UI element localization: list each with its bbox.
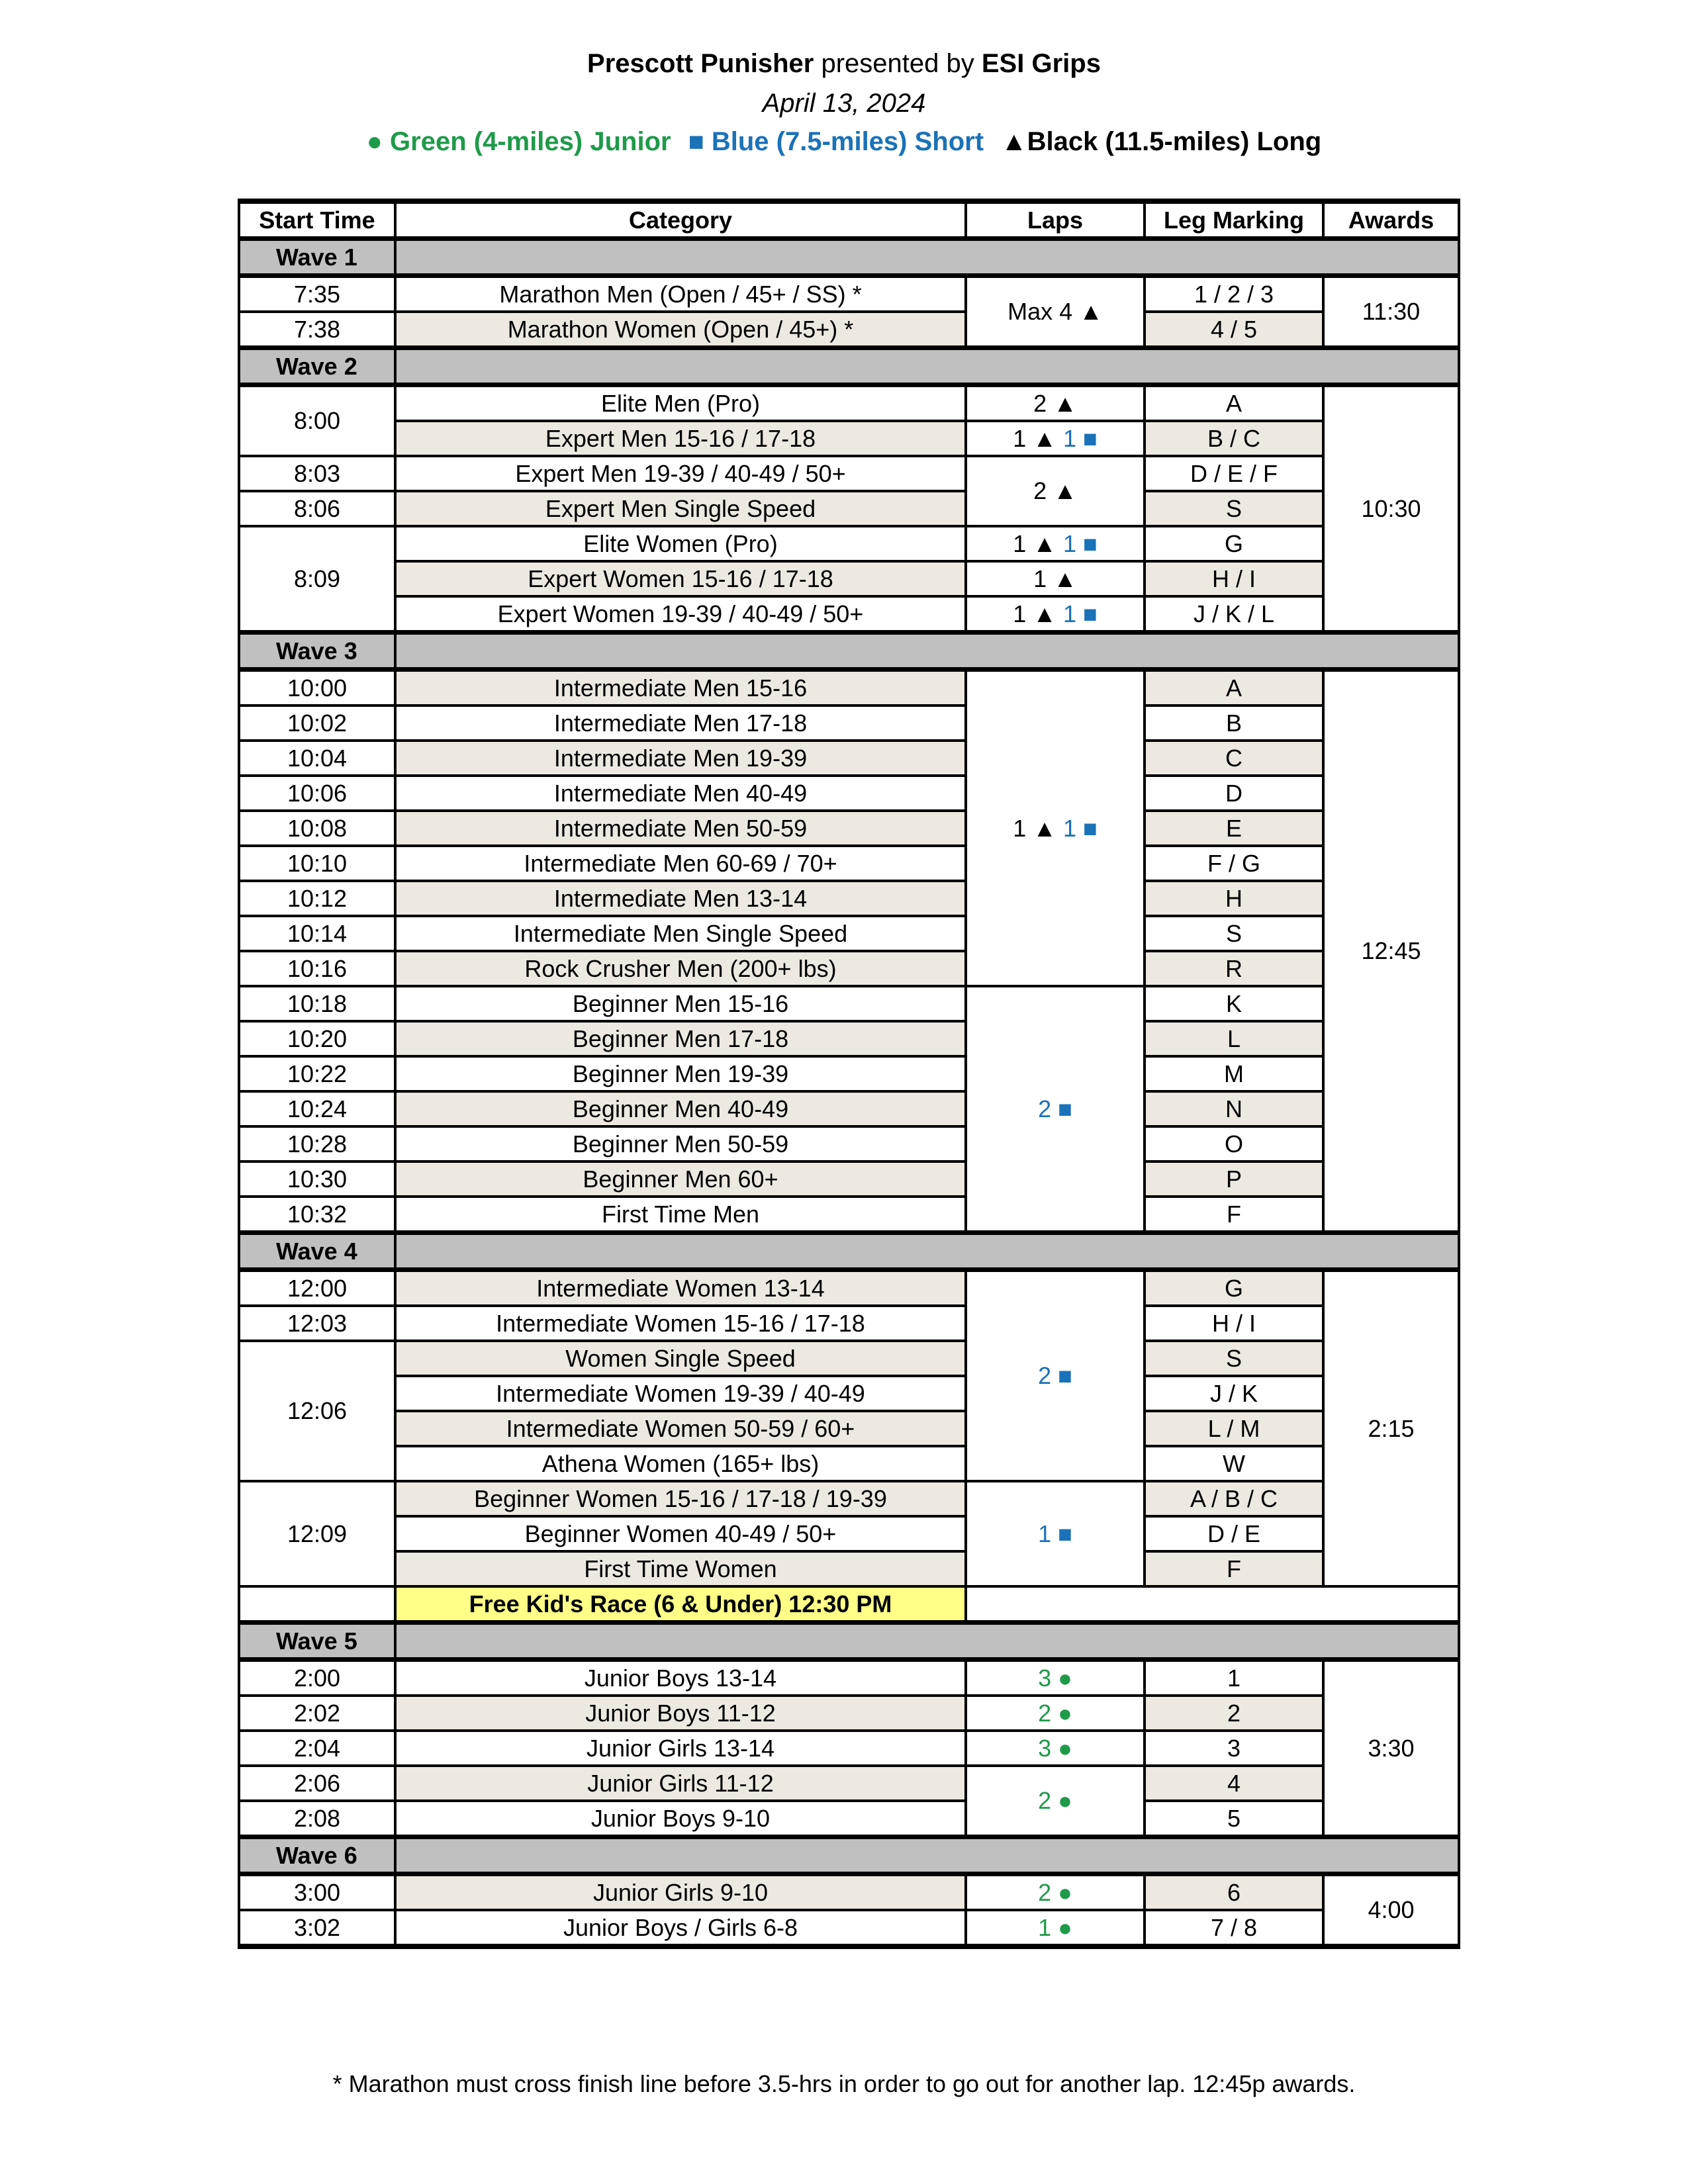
start-time: 8:00 xyxy=(239,385,395,457)
table-row xyxy=(239,1696,1459,1731)
category: Beginner Women 40-49 / 50+ xyxy=(395,1516,966,1551)
category: Beginner Men 17-18 xyxy=(395,1021,966,1056)
leg-marking: W xyxy=(1145,1446,1323,1481)
leg-marking: G xyxy=(1145,1270,1323,1306)
laps: 1 ▲ 1 ■ xyxy=(966,421,1145,456)
triangle-icon: ▲ xyxy=(1053,565,1077,592)
leg-marking: J / K / L xyxy=(1145,596,1323,633)
category: Expert Women 19-39 / 40-49 / 50+ xyxy=(395,596,966,633)
table-row xyxy=(239,1551,1459,1586)
table-row xyxy=(239,811,1459,846)
category: Junior Boys / Girls 6-8 xyxy=(395,1910,966,1946)
table-row xyxy=(239,561,1459,596)
start-time: 10:10 xyxy=(239,846,395,881)
category: Junior Boys 13-14 xyxy=(395,1660,966,1696)
table-row xyxy=(239,1766,1459,1801)
triangle-icon: ▲ xyxy=(1033,814,1056,842)
start-time: 2:04 xyxy=(239,1731,395,1766)
table-row xyxy=(239,1091,1459,1126)
laps: 2 ● xyxy=(966,1696,1145,1731)
triangle-icon: ▲ xyxy=(1033,424,1056,452)
start-time: 10:22 xyxy=(239,1056,395,1091)
category: Athena Women (165+ lbs) xyxy=(395,1446,966,1481)
table-row xyxy=(239,1731,1459,1766)
wave-label: Wave 3 xyxy=(239,633,395,670)
leg-marking: F / G xyxy=(1145,846,1323,881)
square-icon: ■ xyxy=(1058,1095,1072,1122)
laps: 1 ● xyxy=(966,1910,1145,1946)
awards-time: 4:00 xyxy=(1323,1874,1459,1947)
awards-time: 10:30 xyxy=(1323,385,1459,633)
dot-icon: ● xyxy=(1058,1699,1072,1727)
start-time: 12:06 xyxy=(239,1341,395,1481)
laps: 2 ● xyxy=(966,1766,1145,1837)
awards-time: 2:15 xyxy=(1323,1270,1459,1587)
laps: 2 ■ xyxy=(966,1270,1145,1482)
table-row xyxy=(239,1306,1459,1341)
laps: 2 ▲ xyxy=(966,385,1145,422)
category: Intermediate Women 19-39 / 40-49 xyxy=(395,1376,966,1411)
awards-time: 11:30 xyxy=(1323,276,1459,348)
triangle-icon: ▲ xyxy=(1033,600,1056,627)
table-row xyxy=(239,741,1459,776)
wave-2-header xyxy=(239,348,1459,385)
start-time: 10:00 xyxy=(239,670,395,706)
start-time: 7:38 xyxy=(239,312,395,348)
triangle-icon: ▲ xyxy=(1053,389,1077,417)
category: Marathon Men (Open / 45+ / SS) * xyxy=(395,276,966,312)
table-row xyxy=(239,385,1459,422)
start-time: 3:00 xyxy=(239,1874,395,1911)
leg-marking: A xyxy=(1145,385,1323,422)
wave-label: Wave 5 xyxy=(239,1623,395,1660)
leg-marking: H / I xyxy=(1145,561,1323,596)
leg-marking: H xyxy=(1145,881,1323,916)
leg-marking: H / I xyxy=(1145,1306,1323,1341)
leg-marking: R xyxy=(1145,951,1323,986)
table-row xyxy=(239,526,1459,561)
category: Beginner Men 60+ xyxy=(395,1161,966,1197)
category: Intermediate Women 13-14 xyxy=(395,1270,966,1306)
start-time: 10:16 xyxy=(239,951,395,986)
square-icon: ■ xyxy=(1083,814,1098,842)
dot-icon: ● xyxy=(1058,1734,1072,1762)
laps: 2 ● xyxy=(966,1874,1145,1911)
table-row xyxy=(239,1161,1459,1197)
category: Junior Girls 13-14 xyxy=(395,1731,966,1766)
dot-icon: ● xyxy=(1058,1664,1072,1692)
category: Junior Boys 11-12 xyxy=(395,1696,966,1731)
race-date: April 13, 2024 xyxy=(762,89,926,118)
sponsor-name: ESI Grips xyxy=(981,49,1101,78)
start-time: 10:12 xyxy=(239,881,395,916)
laps: 2 ▲ xyxy=(966,456,1145,526)
category: Beginner Men 40-49 xyxy=(395,1091,966,1126)
category: Intermediate Women 50-59 / 60+ xyxy=(395,1411,966,1446)
leg-marking: L xyxy=(1145,1021,1323,1056)
table-row xyxy=(239,1270,1459,1306)
start-time: 7:35 xyxy=(239,276,395,312)
start-time: 2:06 xyxy=(239,1766,395,1801)
category: First Time Women xyxy=(395,1551,966,1586)
start-time: 10:06 xyxy=(239,776,395,811)
wave-label: Wave 1 xyxy=(239,239,395,276)
wave-label: Wave 6 xyxy=(239,1837,395,1874)
category: Intermediate Men 40-49 xyxy=(395,776,966,811)
table-row xyxy=(239,456,1459,491)
col-start-time: Start Time xyxy=(239,201,395,239)
wave-3-header xyxy=(239,633,1459,670)
wave-4-header xyxy=(239,1233,1459,1270)
category: Expert Men 19-39 / 40-49 / 50+ xyxy=(395,456,966,491)
category: Expert Women 15-16 / 17-18 xyxy=(395,561,966,596)
start-time: 10:24 xyxy=(239,1091,395,1126)
table-row xyxy=(239,986,1459,1021)
table-row xyxy=(239,1446,1459,1481)
table-row xyxy=(239,421,1459,456)
wave-label: Wave 2 xyxy=(239,348,395,385)
leg-marking: G xyxy=(1145,526,1323,561)
start-time: 10:30 xyxy=(239,1161,395,1197)
table-row xyxy=(239,1056,1459,1091)
table-row xyxy=(239,276,1459,312)
leg-marking: 2 xyxy=(1145,1696,1323,1731)
leg-marking: S xyxy=(1145,1341,1323,1376)
title-presented-by: presented by xyxy=(814,49,982,78)
schedule-table xyxy=(238,199,1460,1949)
leg-marking: B / C xyxy=(1145,421,1323,456)
leg-marking: P xyxy=(1145,1161,1323,1197)
laps: 1 ■ xyxy=(966,1481,1145,1586)
category: Junior Girls 11-12 xyxy=(395,1766,966,1801)
kids-race-note: Free Kid's Race (6 & Under) 12:30 PM xyxy=(395,1586,966,1623)
leg-marking: 3 xyxy=(1145,1731,1323,1766)
dot-icon: ● xyxy=(1058,1787,1072,1814)
category: Expert Men 15-16 / 17-18 xyxy=(395,421,966,456)
leg-marking: B xyxy=(1145,705,1323,741)
category: Intermediate Men 19-39 xyxy=(395,741,966,776)
table-row xyxy=(239,1376,1459,1411)
category: Expert Men Single Speed xyxy=(395,491,966,526)
category: Intermediate Men 17-18 xyxy=(395,705,966,741)
category: Intermediate Men 60-69 / 70+ xyxy=(395,846,966,881)
leg-marking: L / M xyxy=(1145,1411,1323,1446)
table-row xyxy=(239,1801,1459,1837)
category: Rock Crusher Men (200+ lbs) xyxy=(395,951,966,986)
legend-blue-short: ■ Blue (7.5-miles) Short xyxy=(688,127,984,156)
table-row xyxy=(239,951,1459,986)
leg-marking: F xyxy=(1145,1197,1323,1233)
leg-marking: 1 xyxy=(1145,1660,1323,1696)
table-row xyxy=(239,312,1459,348)
start-time: 10:20 xyxy=(239,1021,395,1056)
leg-marking: D xyxy=(1145,776,1323,811)
table-row xyxy=(239,846,1459,881)
leg-marking: D / E xyxy=(1145,1516,1323,1551)
wave-label: Wave 4 xyxy=(239,1233,395,1270)
laps: 1 ▲ 1 ■ xyxy=(966,526,1145,561)
table-row xyxy=(239,491,1459,526)
leg-marking: 4 xyxy=(1145,1766,1323,1801)
start-time: 10:28 xyxy=(239,1126,395,1161)
leg-marking: N xyxy=(1145,1091,1323,1126)
square-icon: ■ xyxy=(1083,424,1098,452)
start-time: 12:03 xyxy=(239,1306,395,1341)
course-legend xyxy=(0,127,1688,157)
square-icon: ■ xyxy=(1058,1520,1072,1547)
category: First Time Men xyxy=(395,1197,966,1233)
laps: 3 ● xyxy=(966,1660,1145,1696)
start-time: 2:00 xyxy=(239,1660,395,1696)
category: Beginner Men 19-39 xyxy=(395,1056,966,1091)
table-row xyxy=(239,1874,1459,1911)
table-row xyxy=(239,1481,1459,1516)
table-row xyxy=(239,776,1459,811)
category: Intermediate Men 50-59 xyxy=(395,811,966,846)
start-time: 10:04 xyxy=(239,741,395,776)
leg-marking: C xyxy=(1145,741,1323,776)
leg-marking: S xyxy=(1145,916,1323,951)
leg-marking: 6 xyxy=(1145,1874,1323,1911)
race-name: Prescott Punisher xyxy=(587,49,814,78)
table-row xyxy=(239,670,1459,706)
category: Junior Boys 9-10 xyxy=(395,1801,966,1837)
square-icon: ■ xyxy=(1083,600,1098,627)
table-row xyxy=(239,1197,1459,1233)
table-row xyxy=(239,1126,1459,1161)
laps: 3 ● xyxy=(966,1731,1145,1766)
start-time: 8:03 xyxy=(239,456,395,491)
table-row xyxy=(239,705,1459,741)
leg-marking: J / K xyxy=(1145,1376,1323,1411)
table-row xyxy=(239,881,1459,916)
table-row xyxy=(239,596,1459,633)
leg-marking: E xyxy=(1145,811,1323,846)
col-awards: Awards xyxy=(1323,201,1459,239)
start-time: 12:09 xyxy=(239,1481,395,1586)
awards-time: 12:45 xyxy=(1323,670,1459,1233)
category: Beginner Men 50-59 xyxy=(395,1126,966,1161)
awards-time: 3:30 xyxy=(1323,1660,1459,1837)
category: Elite Women (Pro) xyxy=(395,526,966,561)
table-header-row xyxy=(239,201,1459,239)
leg-marking: 4 / 5 xyxy=(1145,312,1323,348)
start-time: 10:08 xyxy=(239,811,395,846)
table-row xyxy=(239,1660,1459,1696)
page-title xyxy=(0,49,1688,79)
triangle-icon: ▲ xyxy=(1053,477,1077,504)
triangle-icon: ▲ xyxy=(1079,298,1103,325)
table-row xyxy=(239,1411,1459,1446)
leg-marking: O xyxy=(1145,1126,1323,1161)
square-icon: ■ xyxy=(1058,1362,1072,1389)
dot-icon: ● xyxy=(1058,1878,1072,1906)
start-time: 10:32 xyxy=(239,1197,395,1233)
start-time: 10:02 xyxy=(239,705,395,741)
col-category: Category xyxy=(395,201,966,239)
triangle-icon: ▲ xyxy=(1033,529,1056,557)
start-time: 3:02 xyxy=(239,1910,395,1946)
category: Intermediate Women 15-16 / 17-18 xyxy=(395,1306,966,1341)
col-leg-marking: Leg Marking xyxy=(1145,201,1323,239)
start-time: 12:00 xyxy=(239,1270,395,1306)
legend-green-junior: ● Green (4-miles) Junior xyxy=(366,127,671,156)
start-time: 8:09 xyxy=(239,526,395,633)
leg-marking: A xyxy=(1145,670,1323,706)
leg-marking: A / B / C xyxy=(1145,1481,1323,1516)
category: Women Single Speed xyxy=(395,1341,966,1376)
wave-6-header xyxy=(239,1837,1459,1874)
category: Beginner Women 15-16 / 17-18 / 19-39 xyxy=(395,1481,966,1516)
category: Intermediate Men 13-14 xyxy=(395,881,966,916)
col-laps: Laps xyxy=(966,201,1145,239)
laps: 1 ▲ xyxy=(966,561,1145,596)
square-icon: ■ xyxy=(1083,529,1098,557)
laps: 1 ▲ 1 ■ xyxy=(966,670,1145,987)
start-time: 2:02 xyxy=(239,1696,395,1731)
wave-5-header xyxy=(239,1623,1459,1660)
category: Intermediate Men 15-16 xyxy=(395,670,966,706)
leg-marking: M xyxy=(1145,1056,1323,1091)
start-time: 8:06 xyxy=(239,491,395,526)
table-row xyxy=(239,1021,1459,1056)
category: Junior Girls 9-10 xyxy=(395,1874,966,1911)
leg-marking: 1 / 2 / 3 xyxy=(1145,276,1323,312)
table-row xyxy=(239,1910,1459,1946)
category: Beginner Men 15-16 xyxy=(395,986,966,1021)
start-time: 2:08 xyxy=(239,1801,395,1837)
leg-marking: F xyxy=(1145,1551,1323,1586)
leg-marking: S xyxy=(1145,491,1323,526)
leg-marking: 7 / 8 xyxy=(1145,1910,1323,1946)
table-row xyxy=(239,1516,1459,1551)
table-row xyxy=(239,1341,1459,1376)
wave-1-header xyxy=(239,239,1459,276)
kids-race-row xyxy=(239,1586,1459,1623)
category: Elite Men (Pro) xyxy=(395,385,966,422)
laps: Max 4 ▲ xyxy=(966,276,1145,348)
category: Intermediate Men Single Speed xyxy=(395,916,966,951)
laps: 2 ■ xyxy=(966,986,1145,1233)
category: Marathon Women (Open / 45+) * xyxy=(395,312,966,348)
leg-marking: K xyxy=(1145,986,1323,1021)
table-row xyxy=(239,916,1459,951)
leg-marking: 5 xyxy=(1145,1801,1323,1837)
leg-marking: D / E / F xyxy=(1145,456,1323,491)
start-time: 10:14 xyxy=(239,916,395,951)
start-time: 10:18 xyxy=(239,986,395,1021)
laps: 1 ▲ 1 ■ xyxy=(966,596,1145,633)
dot-icon: ● xyxy=(1058,1913,1072,1941)
legend-black-long: ▲Black (11.5-miles) Long xyxy=(1001,127,1322,156)
marathon-footnote: * Marathon must cross finish line before 3.5-hrs in order to go out for another lap. 12:45p awards. xyxy=(332,2070,1356,2097)
